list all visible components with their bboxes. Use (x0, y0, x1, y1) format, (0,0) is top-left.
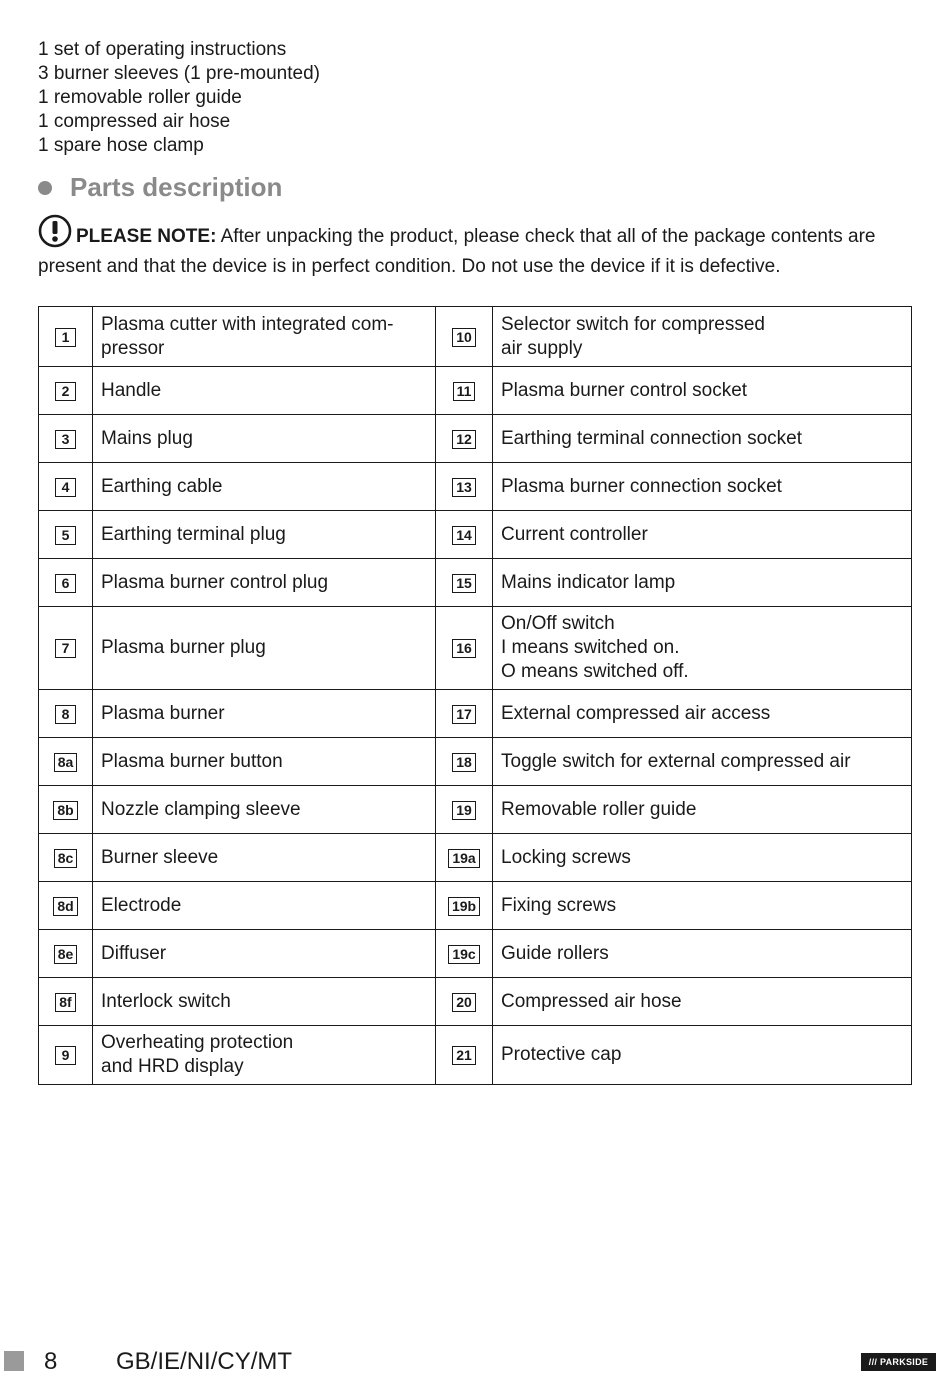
part-number-badge: 18 (452, 753, 476, 772)
part-number-badge: 4 (55, 478, 76, 497)
part-name-cell: Handle (93, 367, 436, 415)
part-number-cell (436, 882, 493, 930)
table-row (39, 463, 912, 511)
table-row (39, 690, 912, 738)
part-number-badge: 20 (452, 993, 476, 1012)
part-name-cell: Plasma burner (93, 690, 436, 738)
part-number-badge: 12 (452, 430, 476, 449)
part-number-cell (39, 930, 93, 978)
part-number-cell (39, 834, 93, 882)
part-number-badge: 8b (53, 801, 77, 820)
table-row (39, 367, 912, 415)
part-number-badge: 11 (453, 382, 476, 401)
part-number-badge: 8d (53, 897, 77, 916)
part-name-cell: Burner sleeve (93, 834, 436, 882)
list-item: 3 burner sleeves (1 pre-mounted) (38, 63, 320, 84)
section-heading (38, 172, 282, 203)
part-number-badge: 8c (54, 849, 78, 868)
part-name-cell: Removable roller guide (493, 786, 912, 834)
table-row (39, 834, 912, 882)
part-number-cell (39, 463, 93, 511)
part-number-badge: 6 (55, 574, 76, 593)
part-name-cell: Plasma burner plug (93, 607, 436, 690)
part-number-cell (39, 307, 93, 367)
brand-logo: /// PARKSIDE (861, 1353, 936, 1371)
page-footer (0, 1340, 950, 1380)
part-number-cell (39, 690, 93, 738)
part-number-cell (436, 511, 493, 559)
table-row (39, 882, 912, 930)
parts-table (38, 306, 912, 1085)
part-number-badge: 8 (55, 705, 76, 724)
part-name-cell: On/Off switch I means switched on. O means switched off. (493, 607, 912, 690)
part-number-cell (39, 511, 93, 559)
please-note-block (38, 214, 918, 279)
part-number-cell (39, 786, 93, 834)
table-row (39, 415, 912, 463)
part-number-badge: 13 (452, 478, 476, 497)
part-name-cell: Selector switch for compressed air supply (493, 307, 912, 367)
part-number-badge: 17 (452, 705, 476, 724)
part-number-cell (39, 415, 93, 463)
part-name-cell: Mains plug (93, 415, 436, 463)
table-row (39, 559, 912, 607)
part-number-cell (436, 690, 493, 738)
part-name-cell: Plasma burner connection socket (493, 463, 912, 511)
part-number-badge: 10 (452, 328, 476, 347)
list-item: 1 removable roller guide (38, 87, 242, 108)
part-name-cell: Nozzle clamping sleeve (93, 786, 436, 834)
part-number-cell (39, 1026, 93, 1085)
part-name-cell: Earthing cable (93, 463, 436, 511)
part-name-cell: Fixing screws (493, 882, 912, 930)
part-number-badge: 8a (54, 753, 78, 772)
part-number-cell (39, 978, 93, 1026)
list-item: 1 spare hose clamp (38, 135, 204, 156)
table-row (39, 307, 912, 367)
note-label: PLEASE NOTE: (76, 226, 217, 247)
part-number-badge: 19 (452, 801, 476, 820)
part-number-badge: 19c (448, 945, 479, 964)
table-row (39, 607, 912, 690)
part-name-cell: Locking screws (493, 834, 912, 882)
part-number-badge: 1 (55, 328, 76, 347)
part-number-cell (39, 738, 93, 786)
part-number-cell (436, 559, 493, 607)
part-number-cell (39, 607, 93, 690)
part-name-cell: Plasma burner control plug (93, 559, 436, 607)
part-name-cell: Overheating protection and HRD display (93, 1026, 436, 1085)
table-row (39, 978, 912, 1026)
part-number-badge: 16 (452, 639, 476, 658)
part-number-badge: 19b (448, 897, 480, 916)
part-number-badge: 2 (55, 382, 76, 401)
part-number-cell (39, 882, 93, 930)
part-name-cell: Guide rollers (493, 930, 912, 978)
table-row (39, 1026, 912, 1085)
part-name-cell: Plasma burner control socket (493, 367, 912, 415)
part-name-cell: Mains indicator lamp (493, 559, 912, 607)
part-name-cell: Interlock switch (93, 978, 436, 1026)
part-name-cell: External compressed air access (493, 690, 912, 738)
part-number-cell (39, 367, 93, 415)
part-number-badge: 14 (452, 526, 476, 545)
part-number-cell (436, 415, 493, 463)
list-item: 1 compressed air hose (38, 111, 231, 132)
part-number-cell (39, 559, 93, 607)
part-number-badge: 8f (55, 993, 76, 1012)
part-number-badge: 19a (448, 849, 479, 868)
part-number-cell (436, 834, 493, 882)
part-number-cell (436, 307, 493, 367)
part-name-cell: Electrode (93, 882, 436, 930)
part-number-cell (436, 978, 493, 1026)
part-name-cell: Plasma burner button (93, 738, 436, 786)
part-name-cell: Earthing terminal plug (93, 511, 436, 559)
page-number: 8 (44, 1348, 58, 1375)
part-name-cell: Toggle switch for external compressed air (493, 738, 912, 786)
part-number-cell (436, 367, 493, 415)
part-name-cell: Protective cap (493, 1026, 912, 1085)
part-number-badge: 7 (55, 639, 76, 658)
part-number-badge: 5 (55, 526, 76, 545)
part-number-badge: 9 (55, 1046, 76, 1065)
table-row (39, 738, 912, 786)
table-row (39, 786, 912, 834)
table-row (39, 511, 912, 559)
part-name-cell: Earthing terminal connection socket (493, 415, 912, 463)
part-number-cell (436, 607, 493, 690)
part-name-cell: Current controller (493, 511, 912, 559)
footer-square-icon (4, 1351, 24, 1371)
exclamation-circle-icon (38, 214, 72, 255)
part-number-cell (436, 463, 493, 511)
part-number-cell (436, 786, 493, 834)
country-codes: GB/IE/NI/CY/MT (116, 1348, 293, 1375)
list-item: 1 set of operating instructions (38, 39, 287, 60)
part-number-badge: 15 (452, 574, 476, 593)
package-contents-list (38, 38, 320, 158)
table-row (39, 930, 912, 978)
part-number-cell (436, 1026, 493, 1085)
part-number-badge: 21 (452, 1046, 476, 1065)
part-number-badge: 8e (54, 945, 78, 964)
part-name-cell: Plasma cutter with integrated com- pressor (93, 307, 436, 367)
part-number-cell (436, 738, 493, 786)
part-number-badge: 3 (55, 430, 76, 449)
note-text: After unpacking the product, please check that all of the package contents are present and that the device is in perfect condition. Do not use the device if it is defective. (38, 226, 876, 277)
part-name-cell: Compressed air hose (493, 978, 912, 1026)
part-name-cell: Diffuser (93, 930, 436, 978)
part-number-cell (436, 930, 493, 978)
bullet-dot-icon (38, 181, 52, 195)
section-title: Parts description (70, 172, 283, 202)
